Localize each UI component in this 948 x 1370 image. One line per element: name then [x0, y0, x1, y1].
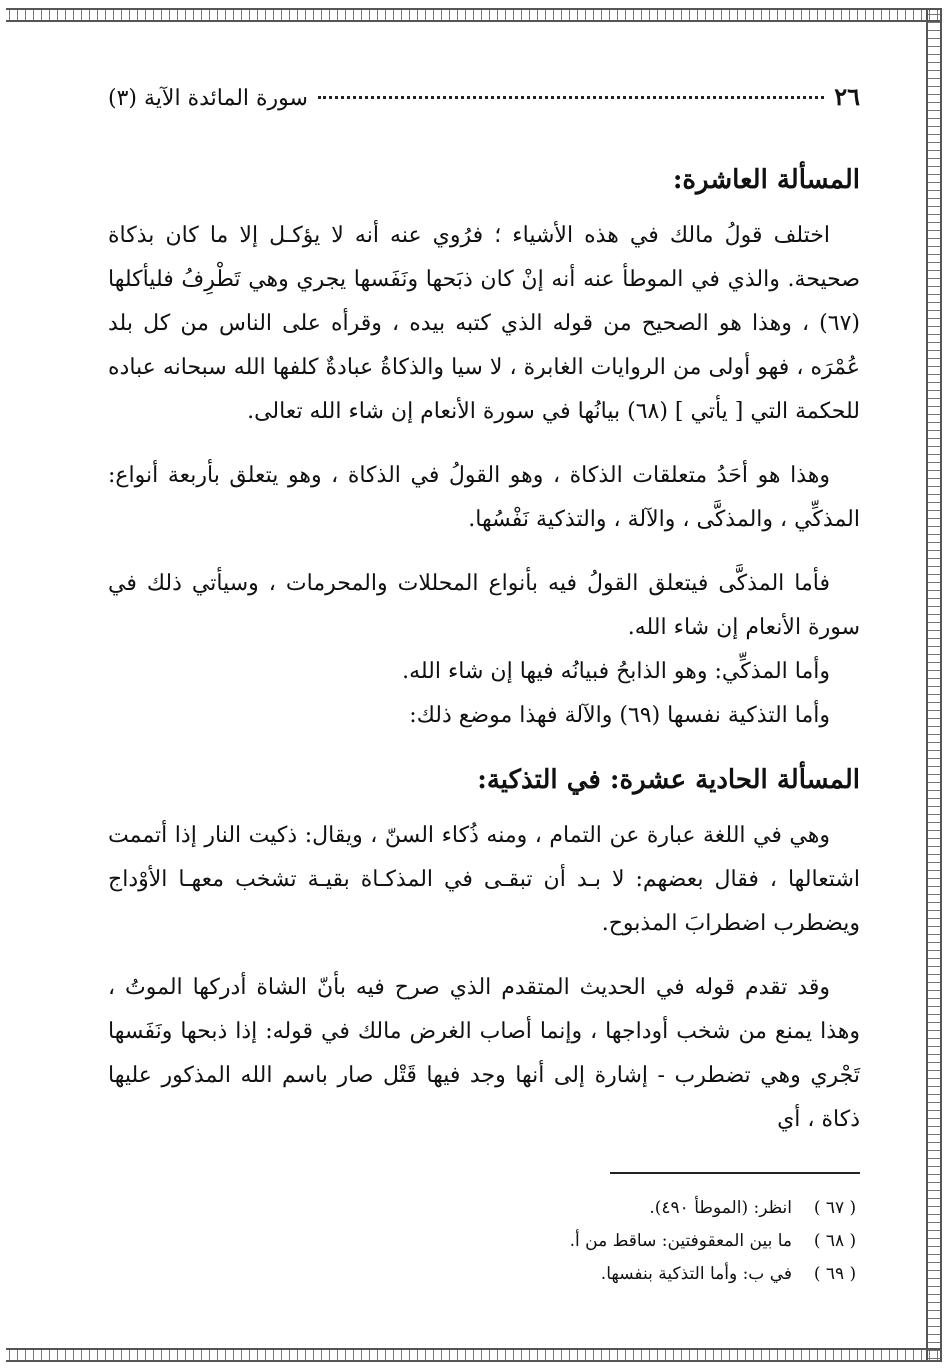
footnote-text: انظر: (الموطأ ٤٩٠). [649, 1198, 792, 1218]
footnote-text: في ب: وأما التذكية بنفسها. [600, 1264, 792, 1284]
page-number: ٢٦ [834, 82, 860, 111]
paragraph: وأما التذكية نفسها (٦٩) والآلة فهذا موضع ذلك: [409, 703, 830, 728]
section-heading: المسألة العاشرة: [672, 165, 860, 195]
main-text [108, 158, 860, 1142]
running-header [108, 82, 860, 111]
footnote-separator [610, 1172, 860, 1174]
footnote-number: ( ٦٩ ) [813, 1264, 857, 1284]
footnote [108, 1192, 860, 1225]
header-title: سورة المائدة الآية (٣) [108, 86, 308, 111]
page [108, 0, 860, 1370]
paragraph: وهذا هو أحَدُ متعلقات الذكاة ، وهو القولُ في الذكاة ، وهو يتعلق بأربعة أنواع: المذكِّي ، والمذكَّى ، والآلة ، والتذكية نَفْسُها. [108, 463, 860, 532]
footnote-number: ( ٦٨ ) [813, 1231, 857, 1251]
footnote-number: ( ٦٧ ) [813, 1198, 857, 1218]
section-heading: المسألة الحادية عشرة: في التذكية: [477, 765, 860, 795]
footnote [108, 1258, 860, 1291]
right-border-ornament [926, 8, 942, 1362]
footnote [108, 1225, 860, 1258]
paragraph: وقد تقدم قوله في الحديث المتقدم الذي صرح فيه بأنّ الشاة أدركها الموتُ ، وهذا يمنع من شخب أوداجها ، وإنما أصاب الغرض مالك في قوله: إذا ذبحها ونَفَسها تَجْري وهي تضطرب - إشارة إلى أنها وجد فيها قَتْل صار باسم الله المذكور عليها ذكاة ، أي [108, 975, 860, 1132]
footnote-text: ما بين المعقوفتين: ساقط من أ. [569, 1231, 792, 1251]
paragraph: وهي في اللغة عبارة عن التمام ، ومنه ذُكاء السنّ ، ويقال: ذكيت النار إذا أتممت اشتعالها ، فقال بعضهم: لا بـد أن تبقـى في المذكـاة بقيـة تشخب معهـا الأوْداج ويضطرب اضطرابَ المذبوح. [108, 823, 860, 936]
paragraph: وأما المذكِّي: وهو الذابحُ فبيانُه فيها إن شاء الله. [402, 659, 830, 684]
paragraph: فأما المذكَّى فيتعلق القولُ فيه بأنواع المحللات والمحرمات ، وسيأتي ذلك في سورة الأنعام إن شاء الله. [108, 571, 860, 640]
header-dot-leader [318, 96, 824, 99]
paragraph: اختلف قولُ مالك في هذه الأشياء ؛ فرُوي عنه أنه لا يؤكـل إلا ما كان بذكاة صحيحة. والذي في الموطأ عنه أنه إنْ كان ذبَحها ونَفَسها يجري وهي تَطْرِفُ فليأكلها (٦٧) ، وهذا هو الصحيح من قوله الذي كتبه بيده ، وقرأه على الناس من كل بلد عُمْرَه ، فهو أولى من الروايات الغابرة ، لا سيا والذكاةُ عبادةٌ كلفها الله سبحانه عباده للحكمة التي [ يأتي ] (٦٨) بيانُها في سورة الأنعام إن شاء الله تعالى. [108, 223, 860, 424]
footnotes [108, 1192, 860, 1291]
